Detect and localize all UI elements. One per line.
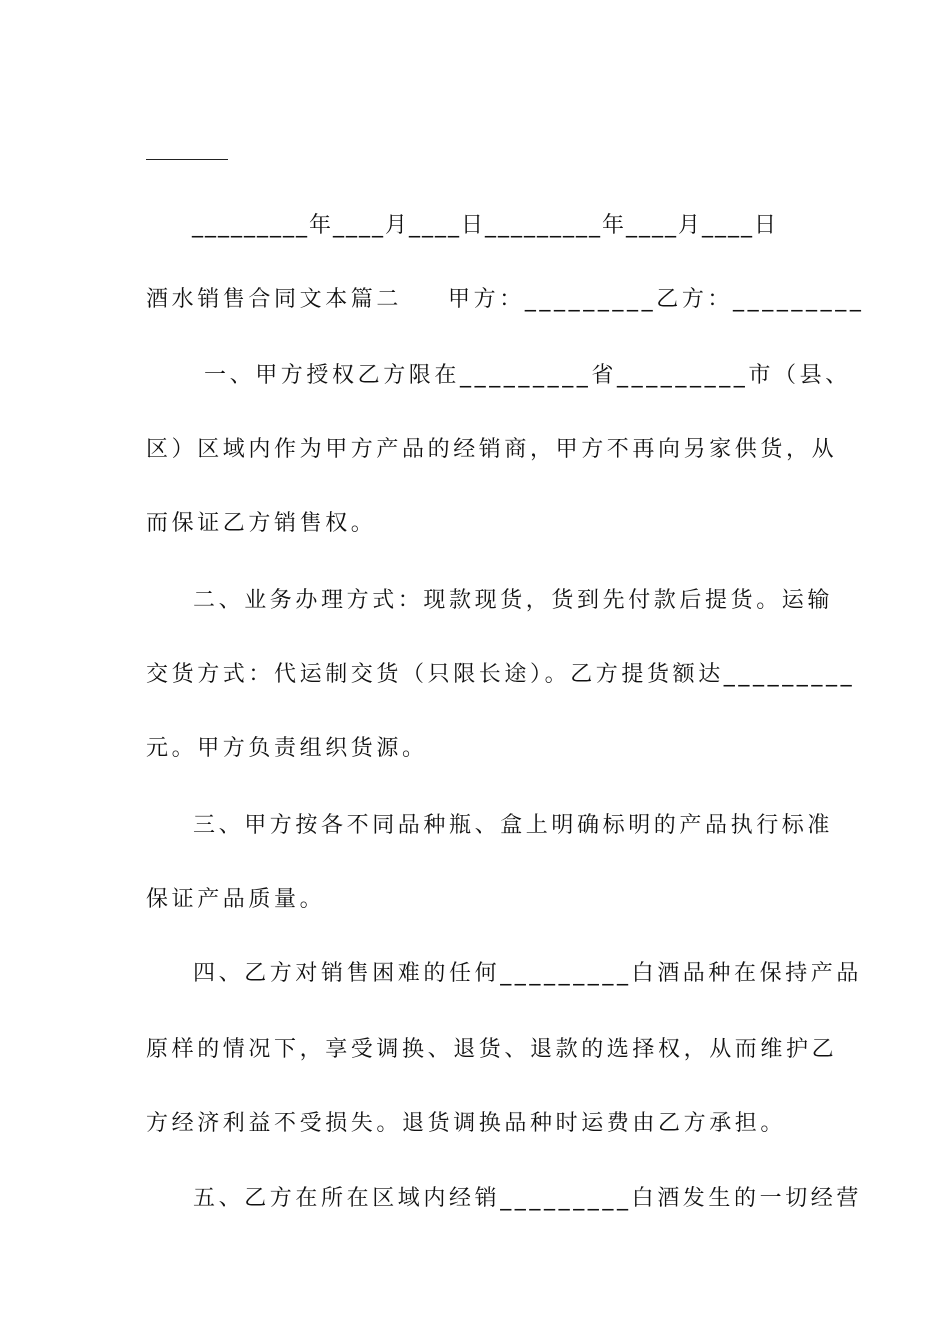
title-and-parties-line <box>146 285 865 315</box>
clause-2-line-2: 交货方式：代运制交货（只限长途）。乙方提货额达_________ <box>146 662 856 687</box>
clause-1-line-3: 而保证乙方销售权。 <box>146 511 377 536</box>
clause-2-line-1: 二、业务办理方式：现款现货，货到先付款后提货。运输 <box>193 588 834 613</box>
clause-3-line-1: 三、甲方按各不同品种瓶、盒上明确标明的产品执行标准 <box>193 813 834 838</box>
clause-4-line-1: 四、乙方对销售困难的任何_________白酒品种在保持产品 <box>193 961 863 986</box>
clause-4-line-2: 原样的情况下，享受调换、退货、退款的选择权，从而维护乙 <box>146 1037 838 1062</box>
clause-1-line-1: 一、甲方授权乙方限在_________省_________市（县、 <box>204 363 851 388</box>
clause-4-line-3: 方经济利益不受损失。退货调换品种时运费由乙方承担。 <box>146 1111 787 1136</box>
signature-blank-line <box>146 159 228 160</box>
document-title: 酒水销售合同文本篇二 <box>146 287 403 312</box>
clause-2-line-3: 元。甲方负责组织货源。 <box>146 736 428 761</box>
parties-line: 甲方：_________乙方：_________ <box>448 287 865 312</box>
clause-3-line-2: 保证产品质量。 <box>146 887 326 912</box>
clause-1-line-2: 区）区域内作为甲方产品的经销商，甲方不再向另家供货，从 <box>146 437 838 462</box>
date-line: _________年____月____日_________年____月____日 <box>192 213 779 238</box>
clause-5-line-1: 五、乙方在所在区域内经销_________白酒发生的一切经营 <box>193 1186 863 1211</box>
